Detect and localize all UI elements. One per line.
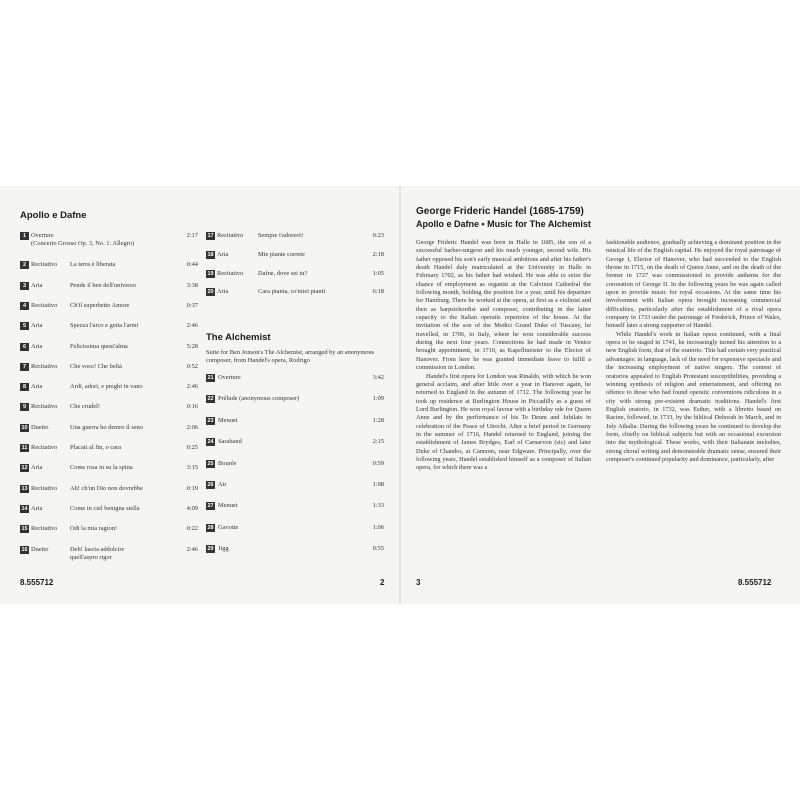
track-number: 16 (21, 546, 28, 553)
track-type: Aria (31, 504, 43, 512)
track-duration: 1:08 (372, 481, 384, 488)
track-title: Saraband (218, 438, 242, 446)
track-type: Duetto (31, 423, 49, 431)
track-number: 7 (20, 363, 29, 371)
track-title: Ah! ch'un Dio non dovrebbe (70, 484, 143, 492)
track-duration: 0:37 (186, 301, 198, 309)
track-number: 14 (21, 505, 28, 512)
track-type: Recitativo (217, 232, 244, 239)
track-type: Recitativo (31, 484, 58, 492)
track-number: 6 (20, 343, 29, 351)
track-subtitle: (Concerto Grosso Op. 3, No. 1: Allegro) (31, 240, 135, 247)
track-type: Aria (31, 322, 43, 330)
track-number: 20 (207, 289, 214, 296)
catalog-number: 8.555712 (20, 578, 54, 587)
track-duration: 0:16 (186, 403, 198, 411)
track-duration: 2:18 (372, 250, 384, 258)
track-type: Recitativo (217, 269, 244, 277)
track-number: 2 (20, 261, 29, 269)
page-number: 3 (416, 578, 421, 587)
track-duration: 1:33 (372, 502, 384, 510)
track-title: Come rosa in su la spina (70, 464, 133, 472)
track-duration: 0:55 (372, 545, 384, 553)
track-number: 4 (20, 302, 29, 310)
track-type: Aria (217, 250, 229, 258)
section-title-alchemist: The Alchemist (206, 332, 271, 343)
track-title: Bourée (218, 459, 237, 467)
track-title: Che crudel! (70, 403, 100, 411)
track-title: Placati al fin, o cara (70, 444, 121, 451)
track-duration: 1:06 (372, 523, 384, 531)
track-title: Ardi, adori, e preghi in vano (70, 383, 143, 391)
track-title: Cara pianta, co'miei pianti (258, 288, 326, 296)
track-number: 29 (207, 546, 214, 553)
track-number: 10 (21, 424, 28, 431)
paragraph: While Handel's work in Italian opera continued, with a final opera to be staged in 1741, he increasingly turned his attention to a new English form, that of the oratorio. This had certain very practical advantages: in language, lack of the need for expensive spectacle and the increasing employment of native singers. The content of oratorios appealed to English Protestant susceptibilities, providing a winning synthesis of religion and entertainment, and offering no offence to those who had found operatic conventions ridiculous in a city with strong pre-existent dramatic traditions. Handel's first English oratorio, in 1732, was Esther, with a libretto based on Racine, followed, in 1733, by the biblical Deborah in March, and in July Athalia. During the following years he continued to develop the form, chiefly on biblical subjects but with an occasional excursion into the mythological. These works, with their Italianate melodies, strong choral writing and demonstrable dramatic sense, ensured their composer's continued popularity and dominance, particularly, after (606, 330, 781, 463)
track-number: 27 (207, 503, 214, 510)
track-number: 13 (21, 485, 28, 492)
track-number: 28 (207, 524, 214, 531)
track-number: 19 (207, 270, 214, 277)
track-number: 26 (207, 482, 214, 488)
track-title: Menuet (218, 416, 238, 424)
track-type: Aria (31, 342, 43, 350)
track-type: Duetto (31, 545, 49, 553)
paragraph: Handel's first opera for London was Rinaldo, with which he won general acclaim, and after little over a year in Hanover again, he returned to England in the autumn of 1712. The following year he took up residence at Burlington House in Piccadilly as a guest of Lord Burlington. He won royal favour with a birthday ode for Queen Anne and by the performance of his Te Deum and Jubilate in celebration of the Peace of Utrecht. After a brief period in Germany in the summer of 1716, Handel returned to England, joining the establishment of James Brydges, Earl of Carnarvon (sic) and later Duke of Chandos, at Cannons, near Edgware. Principally, over the following years, Handel established himself as a composer of Italian opera, for which there was a (416, 372, 591, 472)
track-number: 5 (20, 322, 29, 330)
section-title-apollo: Apollo e Dafne (20, 210, 87, 221)
track-number: 11 (21, 445, 28, 451)
track-duration: 0:25 (186, 444, 198, 451)
track-number: 18 (207, 251, 214, 258)
track-title: Air (218, 481, 227, 488)
track-number: 24 (207, 439, 214, 446)
text-column-1 (416, 239, 591, 473)
track-title: Pende il ben dell'universo (70, 281, 136, 289)
track-title: Che voce! Che beltà (70, 362, 122, 370)
track-title: Gavotte (218, 523, 239, 531)
track-type: Recitativo (31, 403, 58, 411)
track-duration: 3:38 (186, 281, 198, 289)
track-duration: 2:46 (186, 383, 198, 391)
composer-heading: George Frideric Handel (1685-1759) (416, 206, 584, 217)
track-title-continued: quell'aspro rigor (70, 553, 112, 561)
track-number: 17 (207, 233, 214, 239)
track-title: Come in ciel benigna stella (70, 504, 140, 512)
track-duration: 2:06 (186, 423, 198, 431)
track-type: Recitativo (31, 444, 58, 451)
track-number: 15 (21, 526, 28, 533)
track-duration: 3:15 (186, 464, 198, 472)
track-duration: 6:18 (372, 288, 384, 296)
track-number: 22 (207, 396, 214, 403)
track-title: Prélude (anonymous composer) (218, 395, 300, 403)
track-title: Odi la mia ragion! (70, 525, 118, 533)
track-title: Sempre t'adorerò! (258, 232, 304, 239)
track-duration: 0:22 (186, 525, 198, 533)
track-number: 21 (207, 375, 214, 381)
track-title: Una guerra ho dentro il seno (70, 423, 143, 431)
left-page (0, 186, 399, 604)
track-duration: 0:19 (186, 484, 198, 492)
text-column-2 (606, 239, 781, 464)
track-duration: 1:05 (372, 269, 384, 277)
track-number: 9 (20, 403, 29, 411)
track-title: Menuet (218, 502, 238, 510)
track-duration: 5:28 (186, 342, 198, 350)
album-subheading: Apollo e Dafne • Music for The Alchemist (416, 219, 591, 229)
track-duration: 2:17 (186, 232, 198, 239)
track-duration: 3:42 (372, 374, 384, 381)
track-title: Deh! lascia addolcire (70, 545, 125, 553)
track-duration: 0:52 (186, 362, 198, 370)
track-duration: 0:59 (372, 459, 384, 467)
track-title: Dafne, dove sei tu? (258, 269, 308, 277)
alchemist-intro: Suite for Ben Jonson's The Alchemist, arranged by an anonymous composer, from Handel's opera, Rodrigo (206, 349, 375, 365)
track-duration: 2:46 (186, 322, 198, 330)
track-title: Felicissima quest'alma (70, 342, 128, 350)
track-duration: 0:44 (186, 261, 198, 269)
track-title: Spezza l'arco e getta l'armi (70, 322, 139, 330)
track-number: 25 (207, 460, 214, 467)
track-type: Recitativo (31, 261, 58, 269)
track-title: La terra è liberata (70, 261, 116, 269)
right-page (401, 186, 800, 604)
track-number: 3 (20, 282, 29, 290)
booklet-spread (0, 186, 800, 604)
track-title: Overture (218, 374, 241, 381)
track-type: Overture (31, 232, 54, 239)
track-duration: 0:23 (372, 232, 384, 239)
track-duration: 2:46 (186, 545, 198, 553)
track-title: Jigg (218, 545, 229, 553)
track-duration: 2:15 (372, 438, 384, 446)
track-type: Recitativo (31, 301, 58, 309)
paragraph: George Frideric Handel was born in Halle in 1685, the son of a successful barber-surgeon and his much younger, second wife. His father opposed his son's early musical ambitions and after his father's death Handel duly matriculated at the University in Halle in February 1702, as his father had wished. He was able to seize the chance of employment as organist at the Calvinist Cathedral the following month, holding the position for a year, until his departure for Hamburg. There he worked at the opera, at first as a violinist and then as harpsichordist and composer, contributing in the latter capacity to the Italian operatic repertoire of the house. At the invitation of the son of the Medici Grand Duke of Tuscany, he travelled, in 1706, to Italy, where he won considerable success during the next four years. Connections he had made in Venice brought appointment, in 1710, as Kapellmeister to the Elector of Hanover. From here he was granted immediate leave to fulfil a commission in London. (416, 239, 591, 372)
track-number: 23 (207, 417, 214, 424)
track-title: Mie piante correte (258, 250, 305, 258)
track-type: Recitativo (31, 525, 58, 533)
track-number: 1 (20, 232, 29, 240)
track-duration: 1:28 (372, 416, 384, 424)
track-type: Aria (217, 288, 229, 296)
track-type: Recitativo (31, 362, 58, 370)
catalog-number: 8.555712 (738, 578, 772, 587)
track-duration: 1:09 (372, 395, 384, 403)
track-type: Aria (31, 383, 43, 391)
track-type: Aria (31, 281, 43, 289)
track-number: 12 (21, 465, 28, 472)
page-number: 2 (380, 578, 385, 587)
track-title: Ch'il superbetto Amore (70, 301, 130, 309)
paragraph: fashionable audience, gradually achieving a dominant position in the musical life of the English capital. He enjoyed the royal patronage of George I, Elector of Hanover, who had succeeded to the English throne in 1715, on the death of Queen Anne, and on the death of the former in 1727 was commissioned to provide anthems for the coronation of George II. In the following years he was again called upon to provide music for royal occasions. At the same time his involvement with Italian opera brought increasing commercial difficulties, particularly after the establishment of a rival opera company in 1733 under the patronage of Frederick, Prince of Wales, himself later a strong supporter of Handel. (606, 239, 781, 330)
track-duration: 4:09 (186, 504, 198, 512)
track-number: 8 (20, 383, 29, 391)
track-type: Aria (31, 464, 43, 472)
